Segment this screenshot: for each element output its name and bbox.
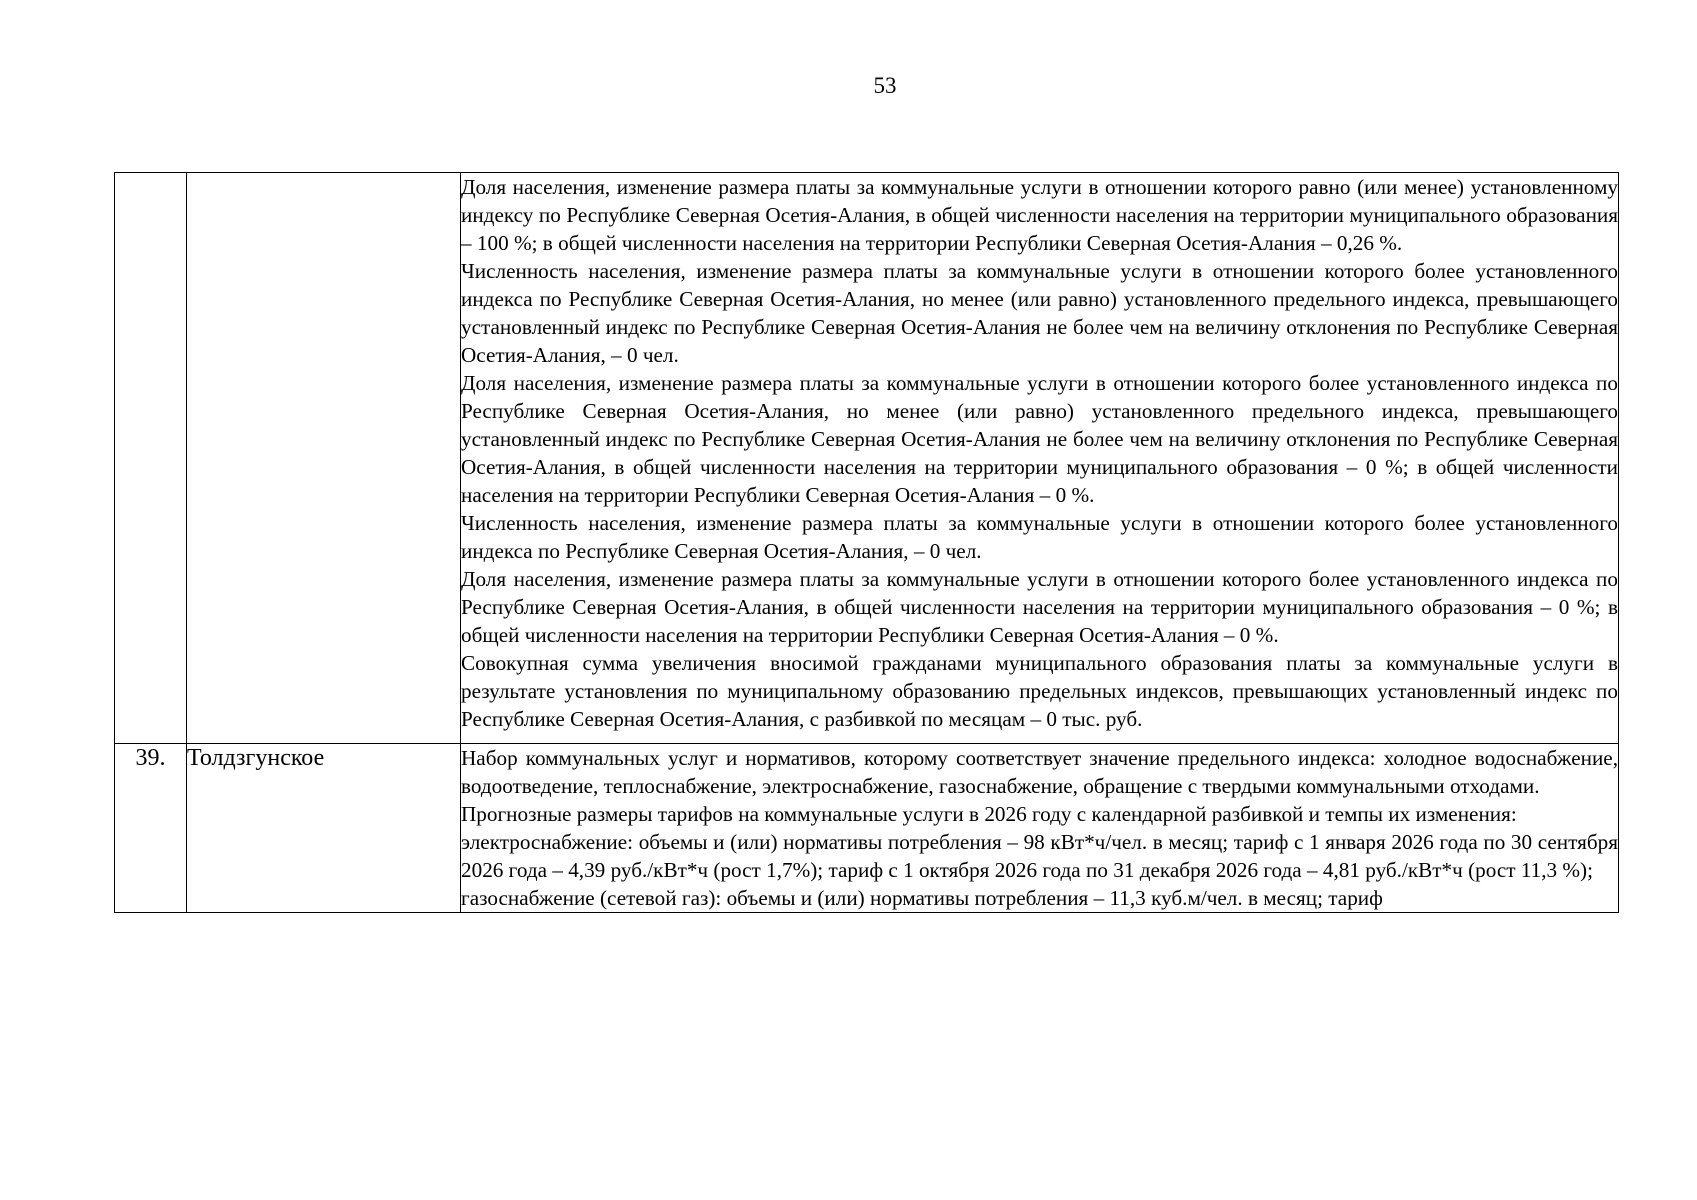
- description-cell: [461, 173, 1619, 744]
- municipal-tariff-table: [114, 172, 1619, 913]
- table-row: [115, 744, 1619, 913]
- paragraph: Доля населения, изменение размера платы за коммунальные услуги в отношении которого более установленного индекса по Республике Северная Осетия-Алания, но менее (или равно) установленного предельного индекса, превышающего установленный индекс по Республике Северная Осетия-Алания не более чем на величину отклонения по Республике Северная Осетия-Алания, в общей численности населения на территории муниципального образования – 0 %; в общей численности населения на территории Республики Северная Осетия-Алания – 0 %.: [461, 371, 1618, 507]
- paragraph: электроснабжение: объемы и (или) нормативы потребления – 98 кВт*ч/чел. в месяц; тариф с 1 января 2026 года по 30 сентября 2026 года – 4,39 руб./кВт*ч (рост 1,7%); тариф с 1 октября 2026 года по 31 декабря 2026 года – 4,81 руб./кВт*ч (рост 11,3 %);: [461, 830, 1618, 882]
- table-row: [115, 173, 1619, 744]
- description-cell: [461, 744, 1619, 913]
- paragraph: Прогнозные размеры тарифов на коммунальные услуги в 2026 году с календарной разбивкой и темпы их изменения:: [461, 802, 1517, 826]
- paragraph: Набор коммунальных услуг и нормативов, которому соответствует значение предельного индекса: холодное водоснабжение, водоотведение, теплоснабжение, электроснабжение, газоснабжение, обращение с твердыми коммунальными отходами.: [461, 746, 1618, 798]
- paragraph: Численность населения, изменение размера платы за коммунальные услуги в отношении которого более установленного индекса по Республике Северная Осетия-Алания, но менее (или равно) установленного предельного индекса, превышающего установленный индекс по Республике Северная Осетия-Алания не более чем на величину отклонения по Республике Северная Осетия-Алания, – 0 чел.: [461, 259, 1618, 367]
- paragraph: Численность населения, изменение размера платы за коммунальные услуги в отношении которого более установленного индекса по Республике Северная Осетия-Алания, – 0 чел.: [461, 511, 1618, 563]
- municipality-name-cell: Толдзгунское: [187, 744, 461, 913]
- paragraph: Совокупная сумма увеличения вносимой гражданами муниципального образования платы за коммунальные услуги в результате установления по муниципальному образованию предельных индексов, превышающих установленный индекс по Республике Северная Осетия-Алания, с разбивкой по месяцам – 0 тыс. руб.: [461, 651, 1618, 731]
- municipality-name-cell: [187, 173, 461, 744]
- page-number: 53: [873, 73, 897, 98]
- row-number-cell: 39.: [115, 744, 187, 913]
- paragraph: газоснабжение (сетевой газ): объемы и (или) нормативы потребления – 11,3 куб.м/чел. в месяц; тариф: [461, 886, 1383, 910]
- paragraph: Доля населения, изменение размера платы за коммунальные услуги в отношении которого равно (или менее) установленному индексу по Республике Северная Осетия-Алания, в общей численности населения на территории муниципального образования – 100 %; в общей численности населения на территории Республики Северная Осетия-Алания – 0,26 %.: [461, 175, 1618, 255]
- paragraph: Доля населения, изменение размера платы за коммунальные услуги в отношении которого более установленного индекса по Республике Северная Осетия-Алания, в общей численности населения на территории муниципального образования – 0 %; в общей численности населения на территории Республики Северная Осетия-Алания – 0 %.: [461, 567, 1618, 647]
- row-number-cell: [115, 173, 187, 744]
